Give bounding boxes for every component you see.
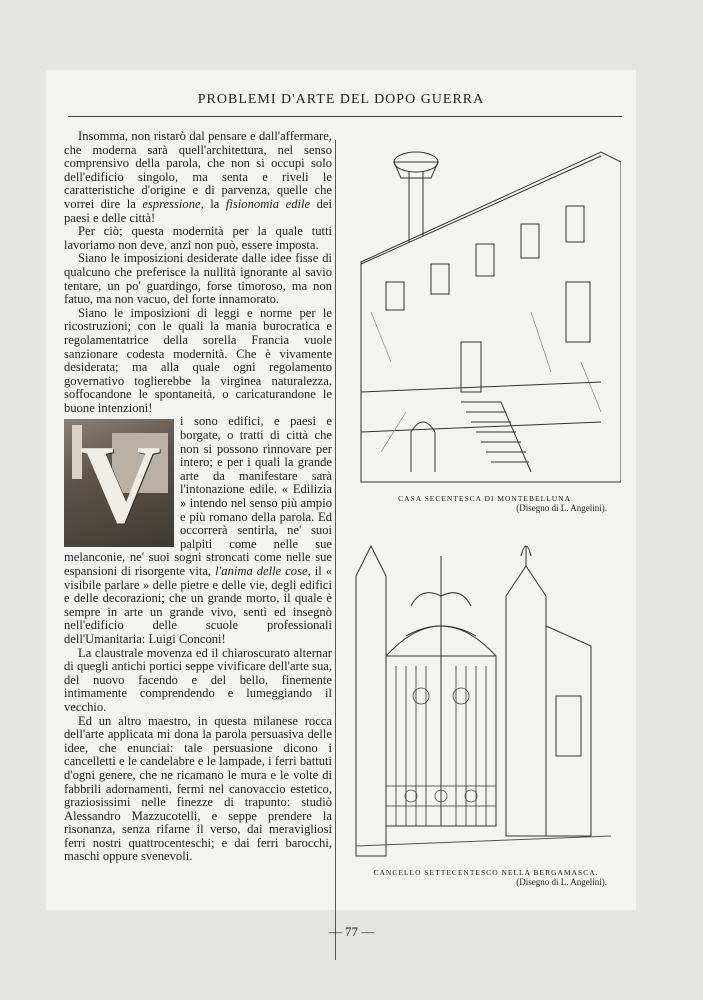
text-run: Siano le imposizioni desiderate dalle idee fisse di qualcuno che preferisce la nullità ignorante al savio tentare, un po' guardingo, forse timoroso, ma non fatuo, ma non vacuo, del forte innamorato. xyxy=(64,251,332,307)
running-head: PROBLEMI D'ARTE DEL DOPO GUERRA xyxy=(197,92,485,107)
text-run: Per ciò; questa modernità per la quale tutti lavoriamo non deve, anzi non può, essere imposta. xyxy=(64,224,332,252)
header-rule xyxy=(68,116,622,117)
italic-phrase: fisionomia edile xyxy=(225,196,311,211)
italic-phrase: l'anima delle cose, xyxy=(215,564,311,578)
text-run: La claustrale movenza ed il chiaroscurato alternar di quegli antichi portici seppe vivificare dell'arte sua, del nuovo facendo e del bello, finemente intimamente comprendendo e lumeggiando il vecchio. xyxy=(64,645,332,714)
paragraph xyxy=(64,130,332,225)
paragraph xyxy=(64,647,332,715)
decorated-initial xyxy=(64,419,174,547)
paragraph xyxy=(64,307,332,416)
paragraph xyxy=(64,252,332,306)
text-run: Ed un altro maestro, in questa milanese rocca dell'arte applicata mi dona la parola persuasiva delle idee, che enunciai: tale persuasione dicono i cancelletti e le candelabre e le lampade, i ferri battuti d'ogni genere, che ne ricamano le mura e le volte di fabbrili adornamenti, fermi nel canovaccio estetico, graziosissimi nelle finezze di trapunto: studiò Alessandro Mazzucotelli, e seppe prendere la risonanza, senza rifarne il verso, dai meravigliosi ferri nostri quattrocenteschi; e dai ferri barocchi, maschi oppure svenevoli. xyxy=(64,713,332,864)
gate-drawing xyxy=(351,536,621,866)
italic-phrase: espressione, xyxy=(142,196,204,211)
text-run: la xyxy=(203,196,226,211)
paragraph xyxy=(64,225,332,252)
figure-caption-gate: CANCELLO SETTECENTESCO NELLA BERGAMASCA. xyxy=(373,868,599,877)
figure-house xyxy=(351,132,621,513)
figure-credit-house: (Disegno di L. Angelini). xyxy=(516,503,607,513)
paragraph xyxy=(64,715,332,865)
text-column xyxy=(64,130,332,864)
text-run: Siano le imposizioni di leggi e norme per le ricostruzioni; con le quali la mania burocratica e regolamentatrice della sorella Francia vuole sanzionare codesta modernità. Che è vivamente desiderata; ma alla quale ogni regolamento governativo toglierebbe la virginea naturalezza, soffocandone le spontaneità, o caricaturandone le buone intenzioni! xyxy=(64,305,332,415)
text-run: il « visibile parlare » delle pietre e delle vie, degli edifici e delle decorazioni; che un grande morto, il quale è sempre in arte un grande vivo, sentì ed insegnò nell'edificio delle scuole professionali dell'Umanitaria: Luigi Conconi! xyxy=(64,564,333,646)
figure-credit-gate: (Disegno di L. Angelini). xyxy=(516,877,607,887)
text-block-top xyxy=(64,130,332,415)
figure-caption-house: CASA SECENTESCA DI MONTEBELLUNA. xyxy=(398,494,574,503)
text-run: Insomma, non ristarò dal pensare e dall'affermare, che moderna sarà quell'architettura, nel senso comprensivo della parola, che non si occupi solo dell'edificio singolo, ma senta e riveli le caratteristiche d'origine e di parvenza, quelle che vorrei dire la xyxy=(64,129,332,211)
text-run: dei paesi e delle città! xyxy=(64,196,333,225)
initial-letter: V xyxy=(80,423,161,548)
figure-gate xyxy=(351,536,621,887)
column-divider xyxy=(335,140,336,960)
house-drawing xyxy=(351,132,621,492)
page xyxy=(46,70,636,910)
text-run: i sono edifici, e paesi e borgate, o tratti di città che non si possono rinnovare per intero; e per i quali la grande arte da manifestare sarà l'intonazione edile. « Edilizia » intendo nel senso più ampio e più romano della parola. Ed occorrerà sentirla, ne' suoi palpiti come nelle sue melanconie, ne' suoi sogni stroncati come nelle sue espansioni di risorgente vita, xyxy=(64,414,332,578)
page-number: — 77 — xyxy=(328,924,375,939)
